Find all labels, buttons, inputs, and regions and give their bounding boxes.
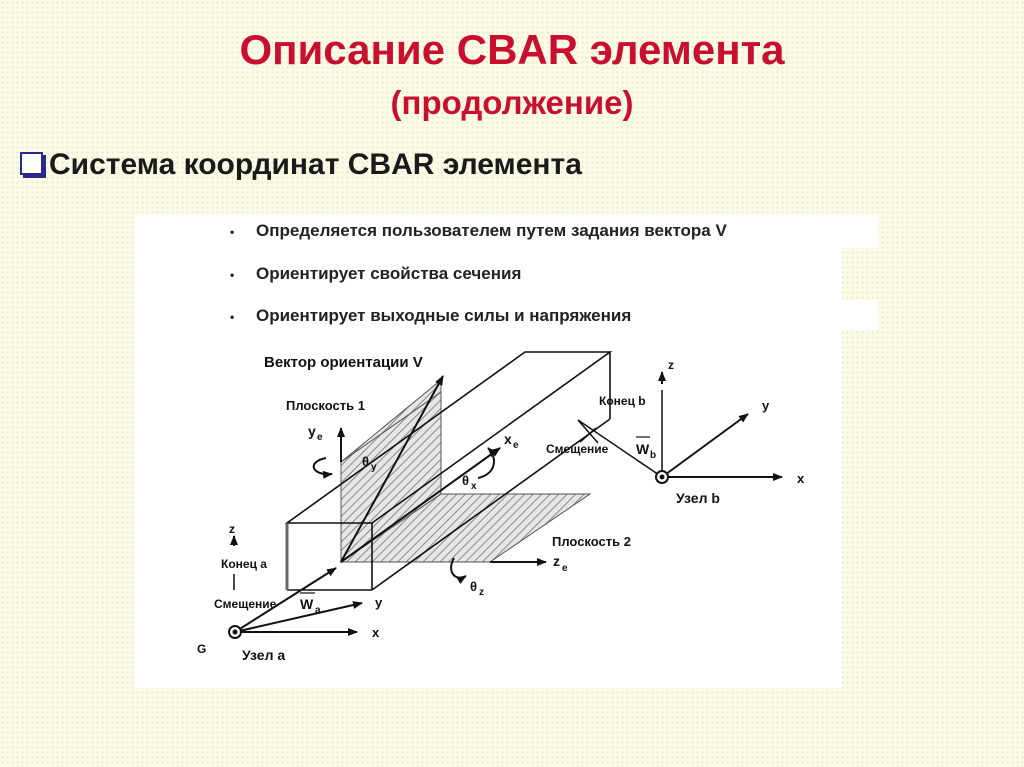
w-b-label: W — [636, 441, 650, 457]
bullet-dot-icon: • — [230, 268, 235, 282]
w-a-label: W — [300, 596, 314, 612]
theta-y-subscript: y — [371, 462, 377, 473]
node-a-y-label: y — [375, 595, 383, 610]
xe-subscript: e — [513, 440, 519, 451]
end-a-label: Конец a — [221, 557, 267, 571]
bullet-dot-icon: • — [230, 310, 235, 324]
plane-1-label: Плоскость 1 — [286, 398, 365, 413]
theta-z-subscript: z — [479, 587, 484, 598]
ye-subscript: e — [317, 432, 323, 443]
plane-2-label: Плоскость 2 — [552, 534, 631, 549]
node-a-x-label: x — [372, 625, 380, 640]
bullet-text: Определяется пользователем путем задания вектора V — [256, 221, 727, 240]
section-heading-text: Система координат CBAR элемента — [49, 148, 582, 181]
vector-v-label: Вектор ориентации V — [264, 354, 423, 371]
offset-b-label: Смещение — [546, 442, 609, 456]
ze-subscript: e — [562, 563, 568, 574]
node-a-label: Узел a — [242, 647, 286, 663]
theta-y-label: θ — [362, 454, 370, 469]
theta-z-label: θ — [470, 579, 478, 594]
w-a-subscript: a — [315, 605, 321, 616]
ze-label: z — [553, 553, 560, 569]
node-b-z-label: z — [668, 358, 674, 372]
xe-label: x — [504, 431, 512, 447]
offset-a-label: Смещение — [214, 597, 277, 611]
end-b-label: Конец b — [599, 394, 646, 408]
node-b-label: Узел b — [676, 490, 720, 506]
node-a-z-label: z — [229, 522, 235, 536]
w-b-subscript: b — [650, 450, 657, 461]
bullet-text: Ориентирует свойства сечения — [256, 264, 522, 283]
theta-x-label: θ — [462, 473, 470, 488]
page-subtitle: (продолжение) — [390, 84, 634, 121]
page-title: Описание CBAR элемента — [239, 26, 785, 73]
g-a-label: G — [197, 642, 207, 656]
theta-x-subscript: x — [471, 481, 477, 492]
bullet-text: Ориентирует выходные силы и напряжения — [256, 306, 632, 325]
node-b-axes — [578, 372, 782, 483]
node-b-x-label: x — [797, 471, 805, 486]
bullet-dot-icon: • — [230, 225, 235, 239]
ye-label: y — [308, 423, 316, 439]
node-b-y-label: y — [762, 398, 770, 413]
theta-y-rotation-icon — [314, 458, 332, 474]
